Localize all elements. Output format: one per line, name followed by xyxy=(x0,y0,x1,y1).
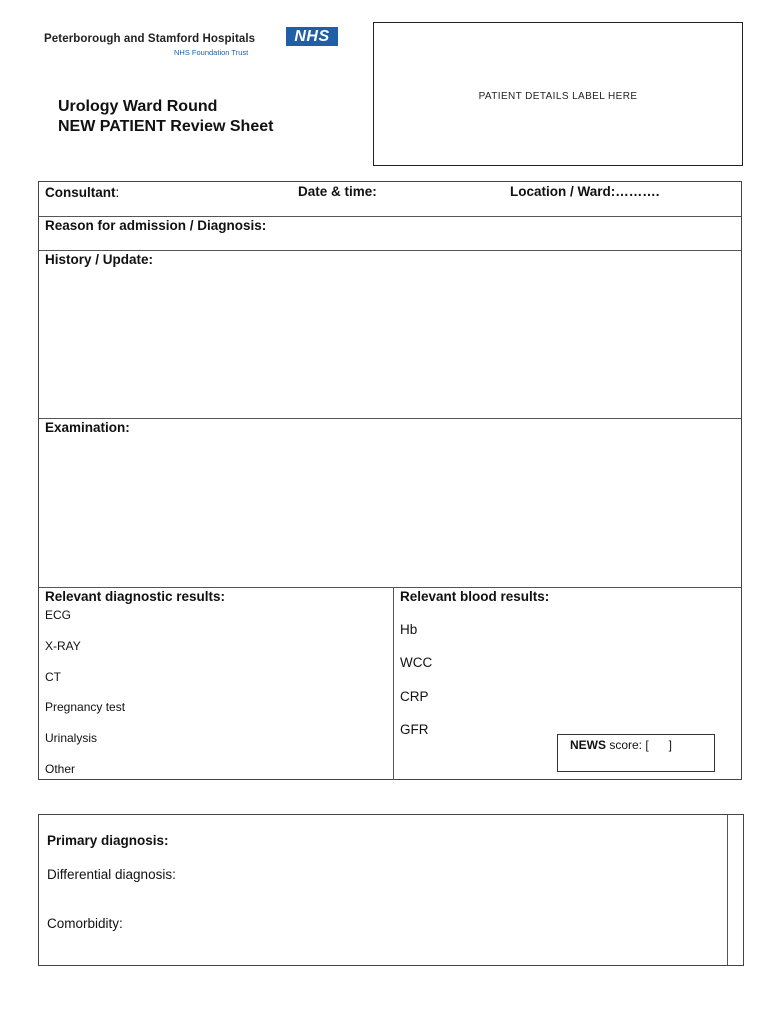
form-subtitle: NEW PATIENT Review Sheet xyxy=(58,118,274,135)
blood-item-hb[interactable]: Hb xyxy=(400,622,418,637)
diagnostic-item-xray[interactable]: X-RAY xyxy=(45,639,81,653)
organisation-name: Peterborough and Stamford Hospitals xyxy=(44,33,256,45)
diagnostic-results-heading: Relevant diagnostic results: xyxy=(45,589,226,604)
news-label: NEWS xyxy=(570,738,606,752)
news-score-field[interactable] xyxy=(557,734,715,772)
differential-diagnosis-field[interactable]: Differential diagnosis: xyxy=(47,867,176,882)
review-form-table xyxy=(38,181,742,780)
row-divider xyxy=(39,216,741,217)
consultant-label: Consultant xyxy=(45,185,116,200)
organisation-subtitle: NHS Foundation Trust xyxy=(174,48,249,57)
reason-for-admission-field[interactable]: Reason for admission / Diagnosis: xyxy=(45,218,267,233)
blood-item-wcc[interactable]: WCC xyxy=(400,655,433,670)
row-divider xyxy=(39,418,741,419)
diagnostic-item-urinalysis[interactable]: Urinalysis xyxy=(45,731,98,745)
column-divider xyxy=(393,587,394,780)
examination-field[interactable]: Examination: xyxy=(45,420,130,435)
diagnostic-item-pregnancy-test[interactable]: Pregnancy test xyxy=(45,700,126,714)
blood-item-gfr[interactable]: GFR xyxy=(400,722,429,737)
diagnosis-box xyxy=(38,814,744,966)
comorbidity-field[interactable]: Comorbidity: xyxy=(47,916,123,931)
row-divider xyxy=(39,587,741,588)
primary-diagnosis-field[interactable]: Primary diagnosis: xyxy=(47,833,169,848)
history-update-field[interactable]: History / Update: xyxy=(45,252,154,267)
patient-label-placeholder: PATIENT DETAILS LABEL HERE xyxy=(478,91,638,102)
news-score-bracket: score: [ ] xyxy=(606,738,673,752)
diagnostic-item-ecg[interactable]: ECG xyxy=(45,608,72,622)
blood-results-heading: Relevant blood results: xyxy=(400,589,550,604)
location-ward-field[interactable]: Location / Ward:………. xyxy=(510,184,660,199)
date-time-field[interactable]: Date & time: xyxy=(298,184,377,199)
diagnostic-item-ct[interactable]: CT xyxy=(45,670,61,684)
nhs-logo: NHS xyxy=(286,27,338,46)
form-title: Urology Ward Round xyxy=(58,98,218,115)
diagnostic-item-other[interactable]: Other xyxy=(45,762,76,776)
consultant-field[interactable]: Consultant: xyxy=(45,185,120,200)
patient-label-box[interactable] xyxy=(373,22,743,166)
row-divider xyxy=(39,250,741,251)
blood-item-crp[interactable]: CRP xyxy=(400,689,429,704)
column-divider xyxy=(727,815,728,965)
